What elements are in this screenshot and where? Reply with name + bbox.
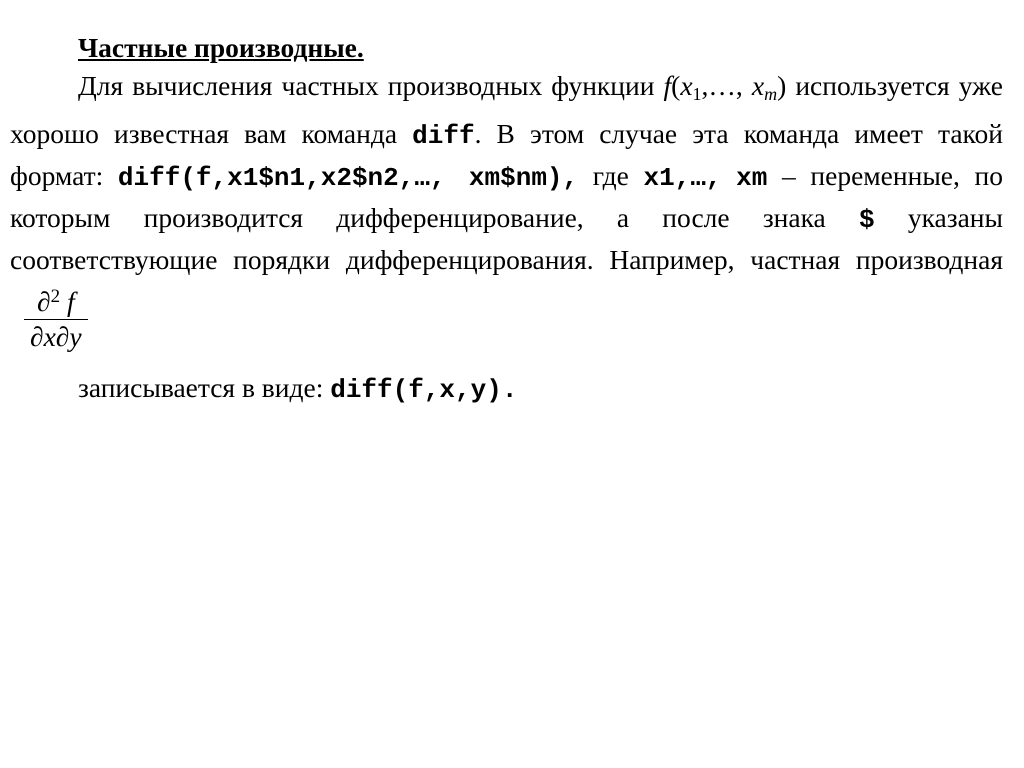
section-heading: Частные производные. — [78, 32, 364, 63]
paren-close: ) — [777, 70, 787, 101]
fraction-numerator — [24, 280, 88, 320]
text-run: Для вычисления частных производных функции — [78, 70, 664, 101]
text-run: – переменные, по которым производится дифференцирование, а после знака — [10, 160, 1003, 233]
var-xm: x — [751, 70, 765, 101]
text-run — [722, 160, 737, 191]
subscript-m-letter: m — [764, 84, 778, 104]
order-superscript: 2 — [50, 286, 61, 307]
code-diff: diff — [412, 121, 475, 151]
fraction-denominator: ∂x∂y — [30, 321, 82, 352]
text-run: записывается в виде: — [78, 372, 331, 403]
subscript-1: 1 — [692, 84, 702, 104]
code-dollar: $ — [859, 205, 875, 235]
partial-derivative-fraction — [24, 280, 88, 354]
paren-open: ( — [671, 70, 681, 101]
body-paragraph — [10, 66, 1003, 410]
partial-symbol: ∂ — [36, 286, 51, 317]
text-run: указаны соответствующие порядки дифференцирования. Например, частная производная — [10, 202, 1003, 275]
code-example: diff(f,x,y). — [330, 375, 518, 405]
text-run: . В этом случае эта команда имеет такой формат: — [10, 118, 1003, 191]
subscript-m — [764, 84, 777, 104]
document-page — [10, 30, 1003, 410]
function-name: f — [663, 70, 672, 101]
text-run: используется уже хорошо известная вам команда — [10, 70, 1003, 149]
var-x1: x — [680, 70, 693, 101]
ellipsis: ,…, — [701, 70, 752, 101]
code-x1: x1,…, — [643, 163, 722, 193]
text-run: где — [578, 160, 644, 191]
numerator-f: f — [60, 286, 75, 317]
function-expression — [663, 70, 787, 104]
code-diff-format: diff(f,x1$n1,x2$n2,…, xm$nm), — [117, 163, 579, 193]
example-line — [10, 368, 1003, 410]
code-xm: xm — [736, 163, 768, 193]
